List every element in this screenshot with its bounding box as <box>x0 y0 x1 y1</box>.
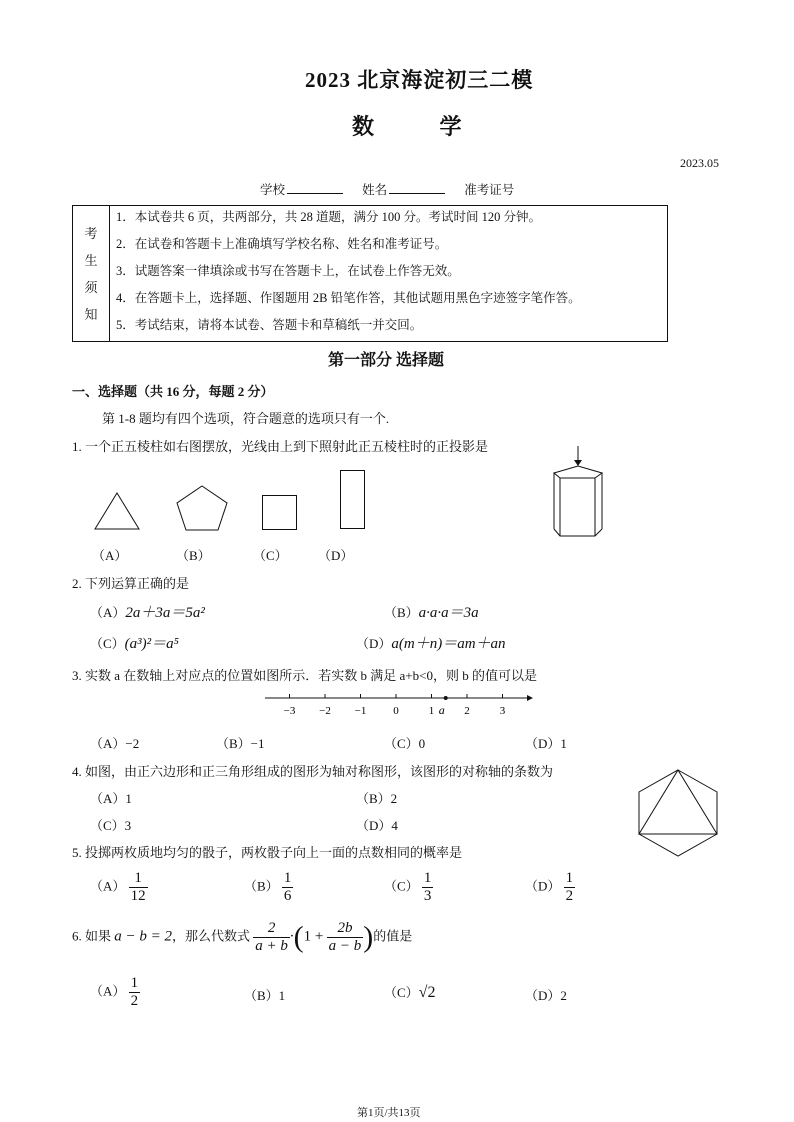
q4-option-c[interactable]: （C）3 <box>90 818 132 833</box>
notice-box <box>72 205 668 342</box>
q1-shape-triangle <box>94 492 140 530</box>
q2-option-c[interactable] <box>90 632 179 653</box>
q6-stem-mid: ，那么代数式 <box>172 928 251 944</box>
q4-hexagon-triangle-figure <box>636 768 720 858</box>
q6-c-expression: √2 <box>418 984 436 1001</box>
notice-side-char: 须 <box>84 279 98 295</box>
notice-side-char: 知 <box>84 306 98 322</box>
q5-option-b[interactable] <box>244 870 293 905</box>
number-line-point-label: a <box>438 703 445 717</box>
q6-left-paren: ( <box>293 920 304 954</box>
number-line-tick-label: −3 <box>283 705 296 717</box>
q2-d-expression: a(m＋n)＝am＋an <box>391 636 506 652</box>
q1-shape-rectangle <box>340 470 366 530</box>
number-line-point-a <box>444 696 448 700</box>
notice-item: 2．在试卷和答题卡上准确填写学校名称、姓名和准考证号。 <box>116 237 448 251</box>
q3-option-c[interactable]: （C）0 <box>384 736 426 751</box>
q6-option-a[interactable] <box>90 975 140 1010</box>
option-label: （D） <box>525 878 561 894</box>
numerator: 1 <box>423 870 432 886</box>
exam-date: 2023.05 <box>680 156 719 170</box>
q5-c-fraction <box>422 870 434 905</box>
number-line-tick-label: 2 <box>464 705 470 717</box>
option-label: （D） <box>356 636 392 651</box>
q6-stem-prefix: 6. 如果 <box>72 928 112 944</box>
q5-option-c[interactable] <box>384 870 433 905</box>
notice-item: 5．考试结束，请将本试卷、答题卡和草稿纸一并交回。 <box>116 318 423 332</box>
numerator: 1 <box>129 870 148 888</box>
q6-stem-suffix: 的值是 <box>373 928 413 944</box>
q6-condition: a − b = 2 <box>114 928 173 945</box>
notice-items <box>110 206 668 342</box>
exam-title: 2023 北京海淀初三二模 <box>305 68 534 92</box>
q5-option-d[interactable] <box>525 870 575 905</box>
denominator: 2 <box>565 888 574 904</box>
q3-stem: 3. 实数 a 在数轴上对应点的位置如图所示．若实数 b 满足 a+b<0，则 b 的值可以是 <box>72 668 537 683</box>
q1-pentagonal-prism-figure <box>550 444 610 540</box>
name-label: 姓名 <box>362 183 388 197</box>
student-info-line <box>260 180 514 198</box>
option-label: （C） <box>384 985 419 1000</box>
option-label: （A） <box>90 983 126 999</box>
notice-item: 4．在答题卡上，选择题、作图题用 2B 铅笔作答，其他试题用黑色字迹签字笔作答。 <box>116 291 581 305</box>
q1-shape-square <box>262 495 298 531</box>
numerator: 2 <box>253 920 290 938</box>
denominator: a − b <box>328 938 362 954</box>
q4-option-d[interactable]: （D）4 <box>356 818 398 833</box>
notice-side-char: 生 <box>84 252 98 268</box>
section-instruction: 第 1-8 题均有四个选项，符合题意的选项只有一个. <box>102 411 390 426</box>
option-label: （C） <box>90 636 125 651</box>
q3-option-a[interactable]: （A）−2 <box>90 736 140 751</box>
q4-stem: 4. 如图，由正六边形和正三角形组成的图形为轴对称图形，该图形的对称轴的条数为 <box>72 764 554 779</box>
q1-option-a[interactable]: （A） <box>92 548 128 563</box>
q1-stem: 1. 一个正五棱柱如右图摆放，光线由上到下照射此正五棱柱时的正投影是 <box>72 439 489 454</box>
q5-d-fraction <box>564 870 576 905</box>
notice-item: 1．本试卷共 6 页，共两部分，共 28 道题，满分 100 分。考试时间 120 分钟。 <box>116 210 542 224</box>
denominator: 3 <box>423 888 432 904</box>
option-label: （C） <box>384 878 419 894</box>
numerator: 1 <box>565 870 574 886</box>
option-label: （A） <box>90 605 126 620</box>
denominator: 12 <box>130 888 146 904</box>
section-heading: 一、选择题（共 16 分，每题 2 分） <box>72 384 274 399</box>
q6-a-fraction <box>129 975 141 1010</box>
subject-title: 数 学 <box>352 114 492 139</box>
q1-shape-pentagon <box>176 485 228 531</box>
q2-c-expression: (a³)²＝a⁵ <box>124 636 179 652</box>
q2-stem: 2. 下列运算正确的是 <box>72 576 190 591</box>
q1-option-d[interactable]: （D） <box>318 548 354 563</box>
q6-fraction-2 <box>327 920 364 955</box>
q2-option-a[interactable] <box>90 601 205 622</box>
q1-option-c[interactable]: （C） <box>253 548 288 563</box>
number-line-tick-label: 0 <box>393 705 399 717</box>
q5-stem: 5. 投掷两枚质地均匀的骰子，两枚骰子向上一面的点数相同的概率是 <box>72 845 463 860</box>
notice-side-label <box>73 206 110 342</box>
q5-a-fraction <box>129 870 148 905</box>
q4-option-a[interactable]: （A）1 <box>90 791 132 806</box>
q6-dot: · <box>289 928 294 945</box>
denominator: a + b <box>255 938 288 954</box>
q1-option-b[interactable]: （B） <box>176 548 211 563</box>
q6-option-b[interactable]: （B）1 <box>244 988 286 1003</box>
page-number: 第1页/共13页 <box>357 1107 421 1119</box>
numerator: 1 <box>283 870 292 886</box>
q2-a-expression: 2a＋3a＝5a² <box>125 605 205 621</box>
q6-option-d[interactable]: （D）2 <box>525 988 567 1003</box>
q3-option-b[interactable]: （B）−1 <box>216 736 265 751</box>
q4-option-b[interactable]: （B）2 <box>356 791 398 806</box>
q6-right-paren: ) <box>363 920 374 954</box>
option-label: （B） <box>384 605 419 620</box>
denominator: 2 <box>130 993 139 1009</box>
exam-id-label: 准考证号 <box>464 183 515 197</box>
q2-option-d[interactable] <box>356 632 506 653</box>
q2-option-b[interactable] <box>384 601 479 622</box>
q3-number-line <box>265 690 535 718</box>
name-field[interactable] <box>389 181 445 194</box>
q3-option-d[interactable]: （D）1 <box>525 736 567 751</box>
q6-paren-one: 1 + <box>303 928 324 945</box>
number-line-tick-label: 3 <box>499 705 506 717</box>
school-label: 学校 <box>260 183 286 197</box>
q5-b-fraction <box>282 870 294 905</box>
number-line-tick-label: −2 <box>319 705 331 717</box>
q6-option-c[interactable] <box>384 982 435 1002</box>
q5-option-a[interactable] <box>90 870 148 905</box>
option-label: （B） <box>244 878 279 894</box>
part1-heading: 第一部分 选择题 <box>328 352 445 369</box>
notice-side-char: 考 <box>84 225 98 241</box>
number-line-tick-label: −1 <box>354 705 367 717</box>
q6-stem <box>72 920 412 955</box>
numerator: 2b <box>327 920 364 938</box>
denominator: 6 <box>283 888 292 904</box>
option-label: （A） <box>90 878 126 894</box>
notice-item: 3．试题答案一律填涂或书写在答题卡上，在试卷上作答无效。 <box>116 264 460 278</box>
number-line-tick-label: 1 <box>428 705 435 717</box>
q2-b-expression: a·a·a＝3a <box>418 605 479 621</box>
q6-fraction-1 <box>253 920 290 955</box>
numerator: 1 <box>130 975 139 991</box>
school-field[interactable] <box>287 181 343 194</box>
